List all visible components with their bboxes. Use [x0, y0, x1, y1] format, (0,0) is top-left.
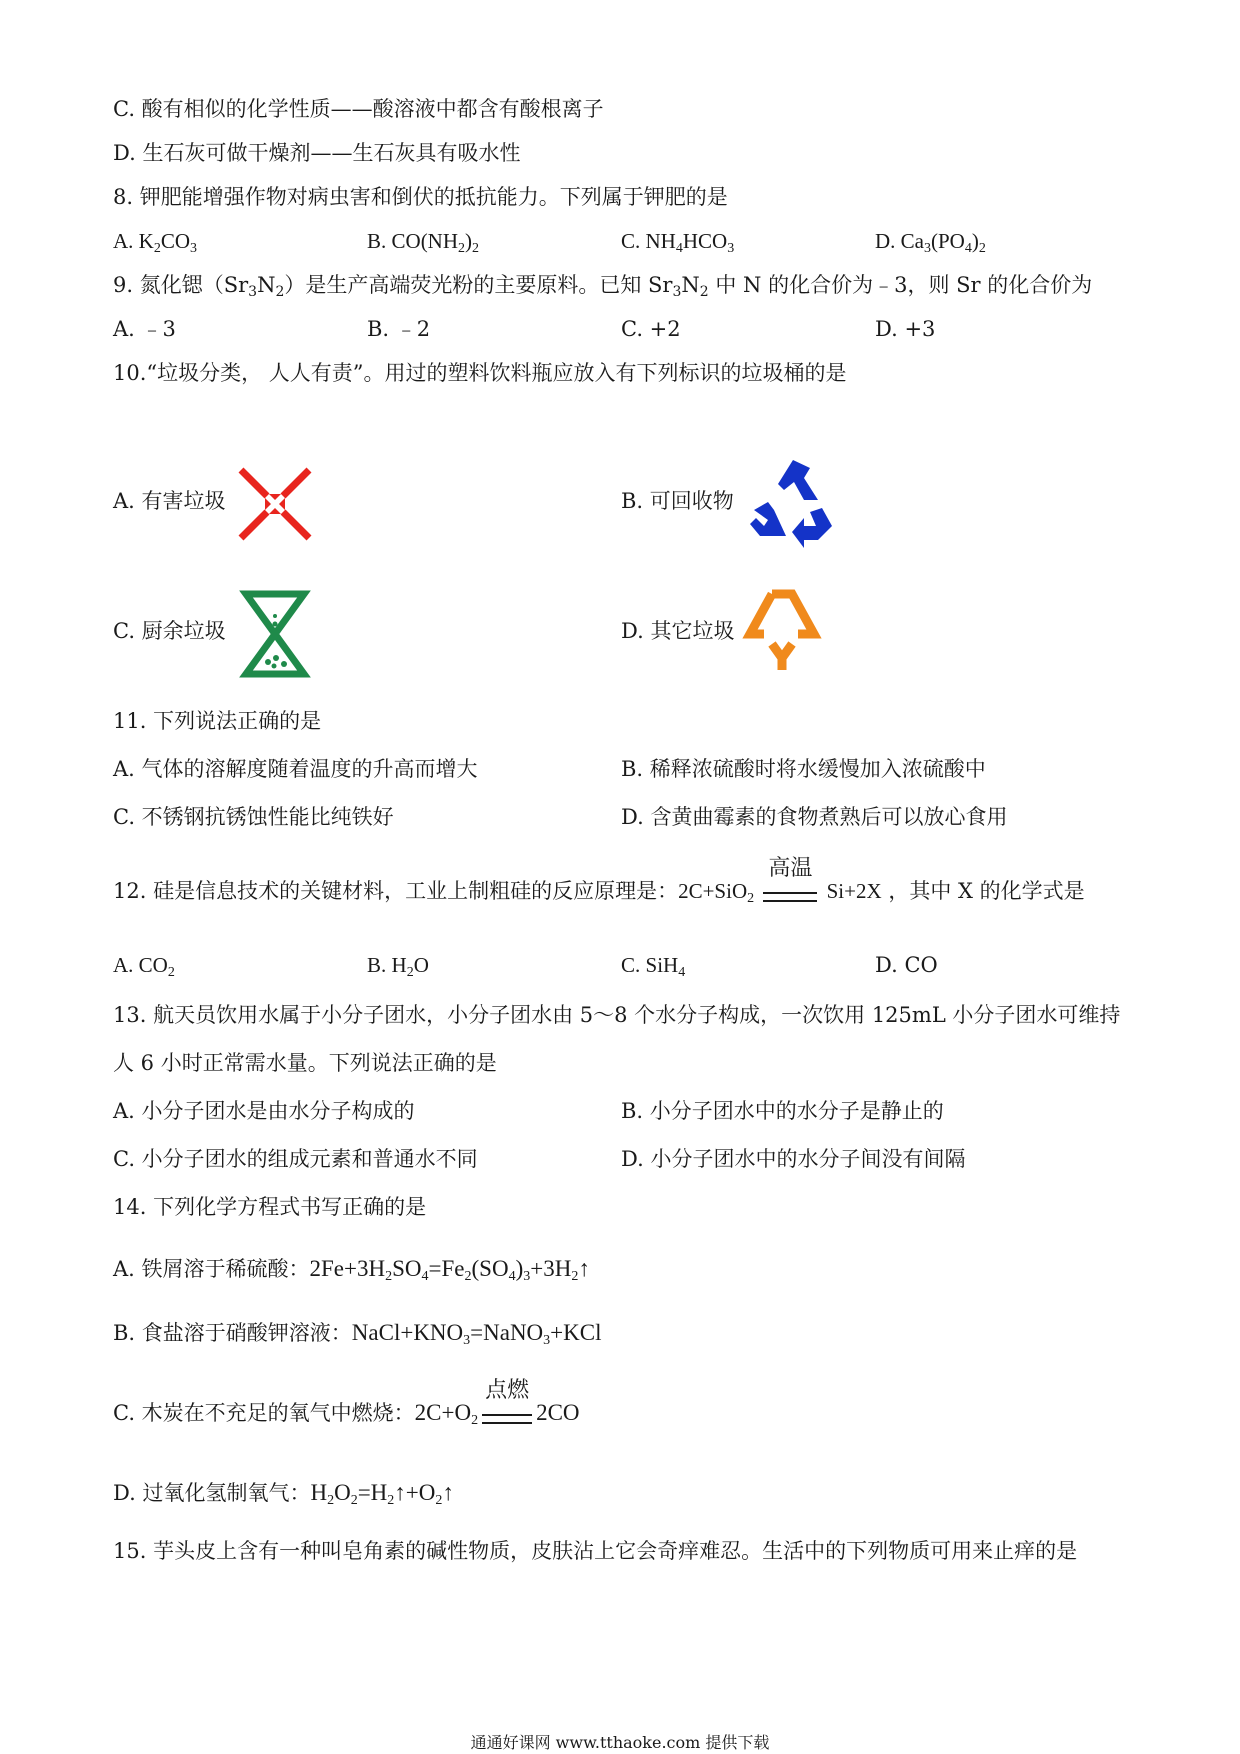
- q9-option-d: D. +3: [875, 317, 936, 341]
- q12-option-a: A. $CO_2$: [113, 953, 175, 980]
- q11-option-c: C. 不锈钢抗锈蚀性能比纯铁好: [113, 805, 394, 829]
- q13-stem-line1: 13. 航天员饮用水属于小分子团水，小分子团水由 5～8 个水分子构成，一次饮用 125mL 小分子团水可维持: [113, 1003, 1121, 1027]
- q9-stem: 9. 氮化锶$(Sr_3N_2)$是生产高端荧光粉的主要原料。已知 $Sr_3N_2$ 中 N 的化合价为﹣3，则 Sr 的化合价为: [113, 273, 1093, 300]
- kitchen-waste-icon: [238, 588, 312, 680]
- q14-option-a: A. 铁屑溶于稀硫酸：$2Fe+3H_2SO_4=Fe_2(SO_4)_3+3H_2↑$: [113, 1256, 590, 1284]
- q10-option-d: D. 其它垃圾: [621, 619, 735, 643]
- q13-option-c: C. 小分子团水的组成元素和普通水不同: [113, 1147, 478, 1171]
- q7-option-c: C. 酸有相似的化学性质——酸溶液中都含有酸根离子: [113, 97, 604, 121]
- q8-option-a: A. $K_2CO_3$: [113, 229, 198, 256]
- recycle-icon: [746, 454, 840, 548]
- q13-option-d: D. 小分子团水中的水分子间没有间隔: [621, 1147, 966, 1171]
- hazardous-waste-icon: [235, 464, 315, 544]
- q12-option-c: C. SiH$_4$: [621, 953, 686, 980]
- q10-option-c: C. 厨余垃圾: [113, 619, 226, 643]
- q13-option-b: B. 小分子团水中的水分子是静止的: [621, 1099, 944, 1123]
- q11-option-d: D. 含黄曲霉素的食物煮熟后可以放心食用: [621, 805, 1008, 829]
- q9-option-b: B. ﹣2: [367, 317, 431, 341]
- q11-option-b: B. 稀释浓硫酸时将水缓慢加入浓硫酸中: [621, 757, 986, 781]
- other-waste-icon: [742, 588, 822, 672]
- q8-stem: 8. 钾肥能增强作物对病虫害和倒伏的抵抗能力。下列属于钾肥的是: [113, 185, 728, 209]
- q9-option-a: A. ﹣3: [113, 317, 176, 341]
- q14-option-d: D. 过氧化氢制氧气：$H_2O_2=H_2↑+O_2↑$: [113, 1480, 454, 1508]
- page-footer: 通通好课网 www.tthaoke.com 提供下载: [470, 1733, 770, 1752]
- q10-stem: 10.“垃圾分类， 人人有责”。用过的塑料饮料瓶应放入有下列标识的垃圾桶的是: [113, 361, 847, 385]
- q12-option-b: B. $H_2O$: [367, 953, 429, 980]
- q13-stem-line2: 人 6 小时正常需水量。下列说法正确的是: [113, 1051, 497, 1075]
- q10-option-a: A. 有害垃圾: [113, 489, 226, 513]
- q8-option-b: B. $CO(NH_2)_2$: [367, 229, 480, 256]
- q11-option-a: A. 气体的溶解度随着温度的升高而增大: [113, 757, 478, 781]
- q8-option-c: C. $NH_4HCO_3$: [621, 229, 735, 256]
- q9-option-c: C. +2: [621, 317, 681, 341]
- q12-equation: 2C+SiO$_2$ 高温 Si+2X: [678, 856, 882, 906]
- q8-option-d: D. $Ca_3(PO_4)_2$: [875, 229, 986, 256]
- q14-option-c: C. 木炭在不充足的氧气中燃烧：$2C+O_2$ 点燃 2CO: [113, 1378, 580, 1428]
- q13-option-a: A. 小分子团水是由水分子构成的: [113, 1099, 415, 1123]
- q11-stem: 11. 下列说法正确的是: [113, 709, 322, 733]
- q12-stem: 12. 硅是信息技术的关键材料，工业上制粗硅的反应原理是：2C+SiO$_2$ 高温 Si+2X ，其中 X 的化学式是: [113, 856, 1085, 906]
- q7-option-d: D. 生石灰可做干燥剂——生石灰具有吸水性: [113, 141, 521, 165]
- q10-option-b: B. 可回收物: [621, 489, 734, 513]
- q12-option-d: D. CO: [875, 953, 938, 977]
- q14-option-b: B. 食盐溶于硝酸钾溶液：$NaCl+KNO_3=NaNO_3+KCl$: [113, 1320, 602, 1348]
- q14-stem: 14. 下列化学方程式书写正确的是: [113, 1195, 427, 1219]
- q15-stem: 15. 芋头皮上含有一种叫皂角素的碱性物质，皮肤沾上它会奇痒难忍。生活中的下列物质可用来止痒的是: [113, 1539, 1078, 1563]
